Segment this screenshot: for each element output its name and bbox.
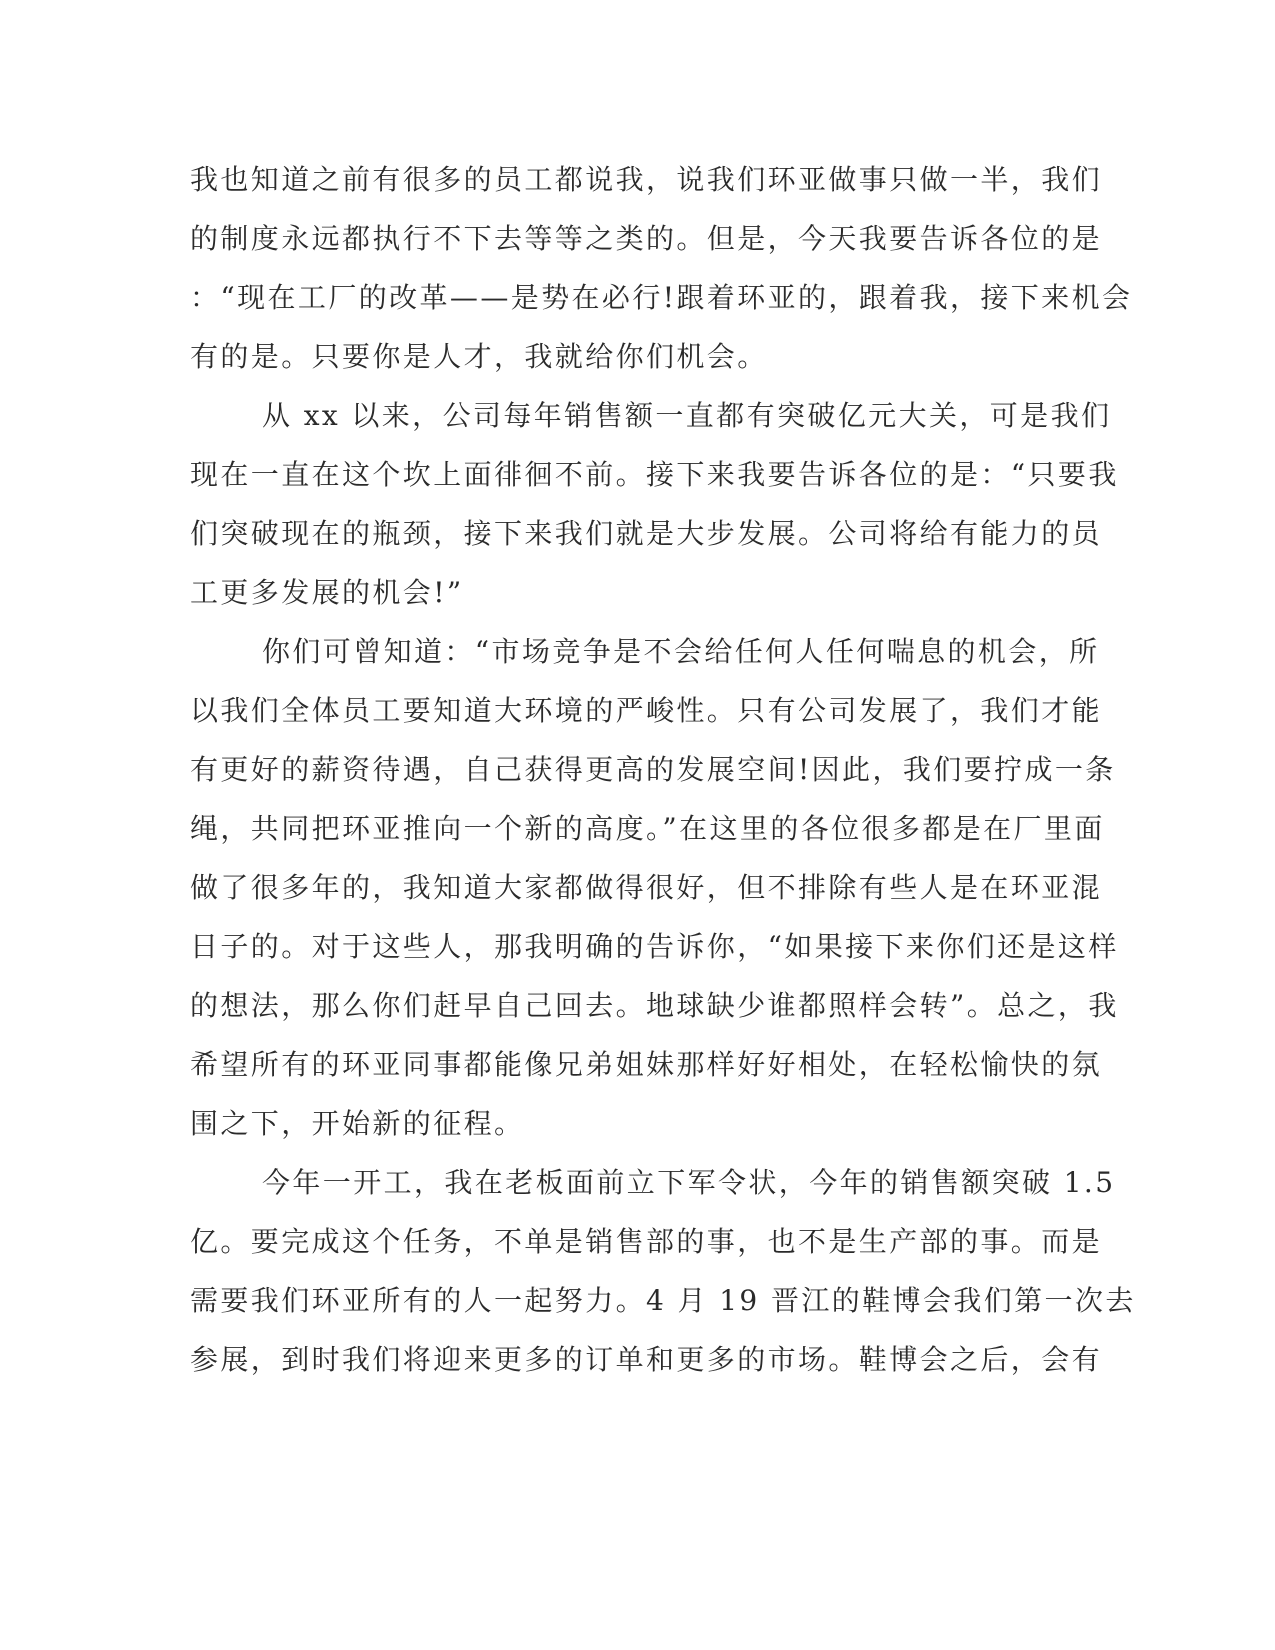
text-line: 工更多发展的机会!” [190,576,464,609]
text-line: 做了很多年的，我知道大家都做得很好，但不排除有些人是在环亚混 [190,871,1103,904]
text-line: 绳，共同把环亚推向一个新的高度。”在这里的各位很多都是在厂里面 [190,812,1105,845]
text-line: 围之下，开始新的征程。 [190,1107,525,1140]
text-line: 你们可曾知道：“市场竞争是不会给任何人任何喘息的机会，所 [262,635,1100,668]
text-line: 参展，到时我们将迎来更多的订单和更多的市场。鞋博会之后，会有 [190,1343,1103,1376]
text-line: 从 xx 以来，公司每年销售额一直都有突破亿元大关，可是我们 [262,399,1112,432]
text-line: 亿。要完成这个任务，不单是销售部的事，也不是生产部的事。而是 [190,1225,1103,1258]
text-line: 现在一直在这个坎上面徘徊不前。接下来我要告诉各位的是：“只要我 [190,458,1119,491]
text-line: 需要我们环亚所有的人一起努力。4 月 19 晋江的鞋博会我们第一次去 [190,1284,1136,1317]
text-line: 的想法，那么你们赶早自己回去。地球缺少谁都照样会转”。总之，我 [190,989,1119,1022]
text-line: 的制度永远都执行不下去等等之类的。但是，今天我要告诉各位的是 [190,222,1103,255]
text-line: 我也知道之前有很多的员工都说我，说我们环亚做事只做一半，我们 [190,163,1103,196]
text-line: 希望所有的环亚同事都能像兄弟姐妹那样好好相处，在轻松愉快的氛 [190,1048,1103,1081]
text-line: 们突破现在的瓶颈，接下来我们就是大步发展。公司将给有能力的员 [190,517,1103,550]
text-line: 有更好的薪资待遇，自己获得更高的发展空间!因此，我们要拧成一条 [190,753,1116,786]
text-line: 今年一开工，我在老板面前立下军令状，今年的销售额突破 1.5 [262,1166,1116,1199]
text-line: 以我们全体员工要知道大环境的严峻性。只有公司发展了，我们才能 [190,694,1103,727]
text-line: 有的是。只要你是人才，我就给你们机会。 [190,340,768,373]
text-line: 日子的。对于这些人，那我明确的告诉你，“如果接下来你们还是这样 [190,930,1119,963]
text-line: ：“现在工厂的改革——是势在必行!跟着环亚的，跟着我，接下来机会 [190,281,1133,314]
